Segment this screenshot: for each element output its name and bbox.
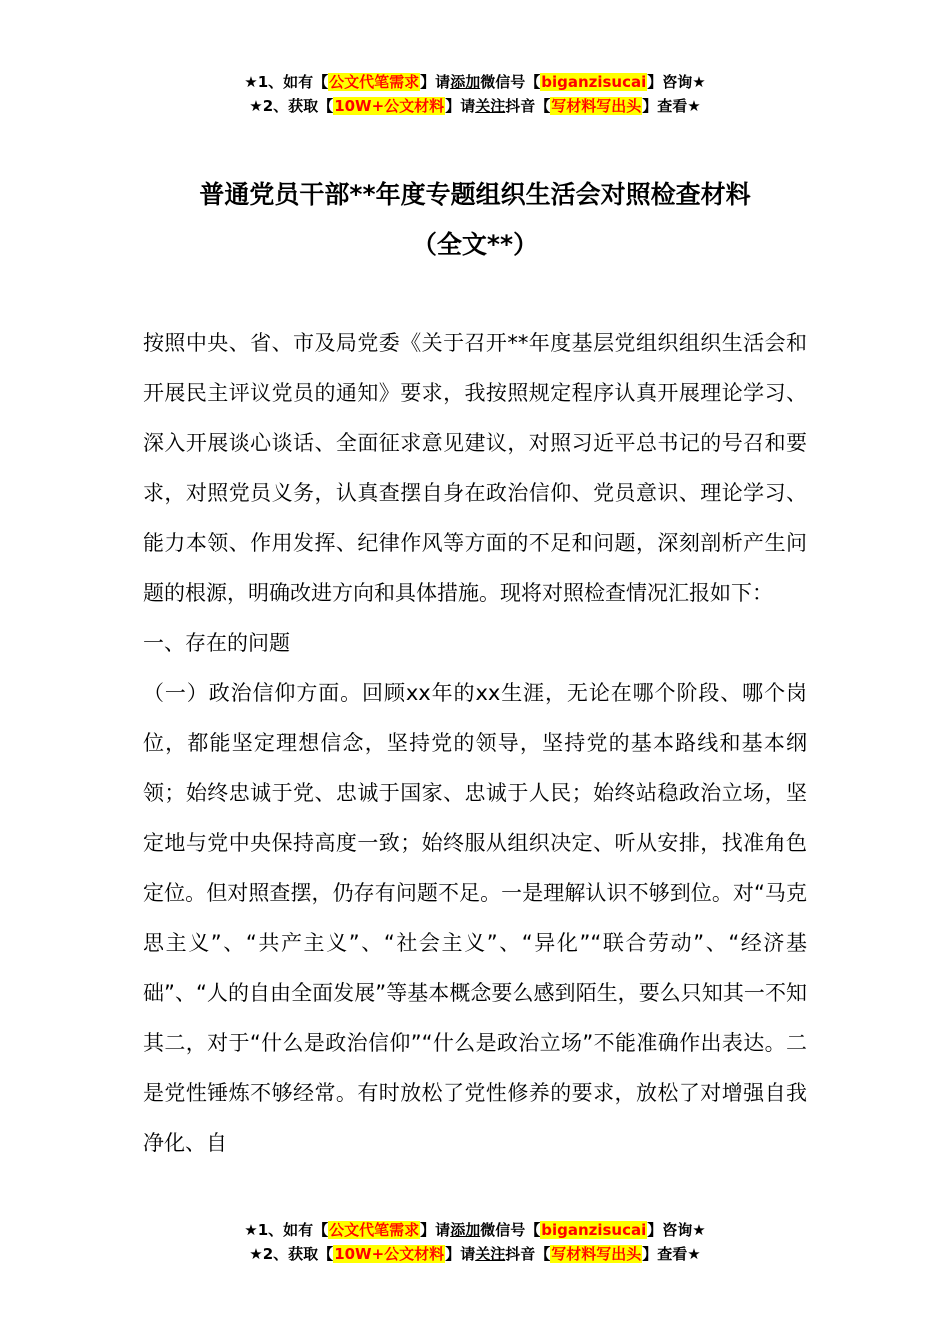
footer-banner bbox=[0, 1218, 950, 1266]
intro-paragraph: 按照中央、省、市及局党委《关于召开**年度基层党组织组织生活会和开展民主评议党员的通知》要求，我按照规定程序认真开展理论学习、深入开展谈心谈话、全面征求意见建议，对照习近平总书记的号召和要求，对照党员义务，认真查摆自身在政治信仰、党员意识、理论学习、能力本领、作用发挥、纪律作风等方面的不足和问题，深刻剖析产生问题的根源，明确改进方向和具体措施。现将对照检查情况汇报如下： bbox=[143, 331, 807, 605]
banner-underlined: 关注 bbox=[475, 97, 506, 115]
banner-text: 】咨询★ bbox=[647, 1221, 706, 1239]
document-body bbox=[143, 318, 807, 1168]
banner-underlined: 关注 bbox=[475, 1245, 506, 1263]
banner-text: ★1、如有【 bbox=[244, 73, 329, 91]
banner-text: 】请 bbox=[445, 1245, 476, 1263]
banner-highlight: 公文代笔需求 bbox=[329, 1221, 420, 1239]
banner-text: 】请 bbox=[420, 1221, 451, 1239]
section-heading: 一、存在的问题 bbox=[143, 631, 290, 655]
banner-highlight: 10W+公文材料 bbox=[334, 1245, 445, 1263]
banner-line-1 bbox=[0, 70, 950, 94]
banner-underlined: 添加 bbox=[450, 73, 481, 91]
banner-highlight: 写材料写出头 bbox=[551, 1245, 642, 1263]
banner-text: 】咨询★ bbox=[647, 73, 706, 91]
header-banner bbox=[0, 70, 950, 118]
banner-highlight: biganzisucai bbox=[541, 73, 647, 91]
banner-highlight: 10W+公文材料 bbox=[334, 97, 445, 115]
banner-highlight: 写材料写出头 bbox=[551, 97, 642, 115]
banner-text: ★1、如有【 bbox=[244, 1221, 329, 1239]
banner-text: 】请 bbox=[420, 73, 451, 91]
banner-line-1 bbox=[0, 1218, 950, 1242]
banner-line-2 bbox=[0, 94, 950, 118]
banner-underlined: 添加 bbox=[450, 1221, 481, 1239]
body-paragraph: （一）政治信仰方面。回顾xx年的xx生涯，无论在哪个阶段、哪个岗位，都能坚定理想信念，坚持党的领导，坚持党的基本路线和基本纲领；始终忠诚于党、忠诚于国家、忠诚于人民；始终站稳政治立场，坚定地与党中央保持高度一致；始终服从组织决定、听从安排，找准角色定位。但对照查摆，仍存有问题不足。一是理解认识不够到位。对“马克思主义”、“共产主义”、“社会主义”、“异化”“联合劳动”、“经济基础”、“人的自由全面发展”等基本概念要么感到陌生，要么只知其一不知其二，对于“什么是政治信仰”“什么是政治立场”不能准确作出表达。二是党性锤炼不够经常。有时放松了党性修养的要求，放松了对增强自我净化、自 bbox=[143, 681, 807, 1155]
banner-text: 】查看★ bbox=[642, 1245, 701, 1263]
title-line-2: （全文**） bbox=[411, 230, 539, 259]
document-title bbox=[0, 170, 950, 270]
banner-line-2 bbox=[0, 1242, 950, 1266]
banner-text: 】请 bbox=[445, 97, 476, 115]
banner-text: ★2、获取【 bbox=[249, 97, 334, 115]
banner-text: 微信号【 bbox=[480, 1221, 541, 1239]
banner-text: ★2、获取【 bbox=[249, 1245, 334, 1263]
banner-highlight: biganzisucai bbox=[541, 1221, 647, 1239]
banner-text: 抖音【 bbox=[505, 97, 551, 115]
banner-text: 】查看★ bbox=[642, 97, 701, 115]
banner-highlight: 公文代笔需求 bbox=[329, 73, 420, 91]
title-line-1: 普通党员干部**年度专题组织生活会对照检查材料 bbox=[199, 180, 751, 209]
banner-text: 微信号【 bbox=[480, 73, 541, 91]
banner-text: 抖音【 bbox=[505, 1245, 551, 1263]
